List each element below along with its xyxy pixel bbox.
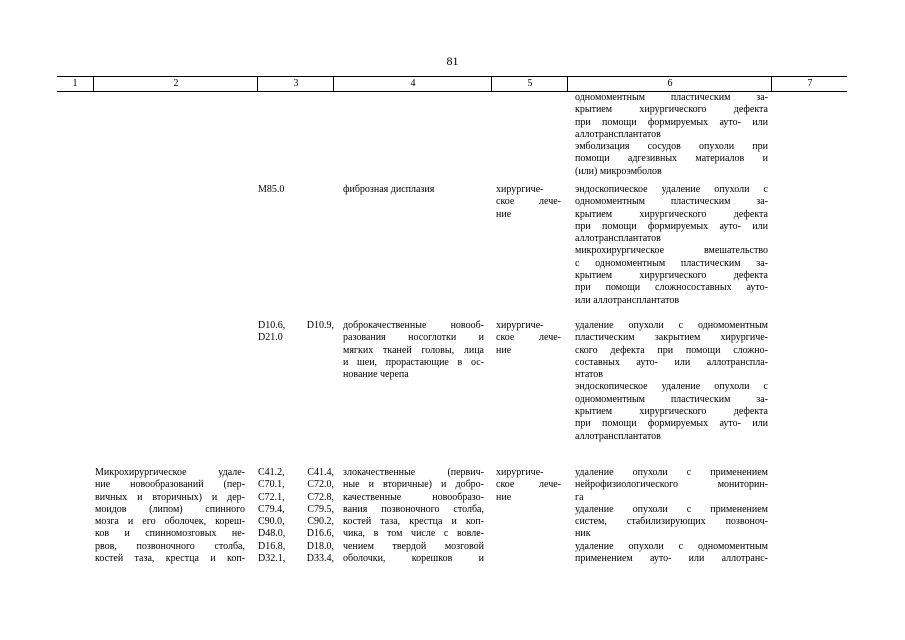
text-line: пластическим закрытием хирургиче- bbox=[575, 332, 768, 344]
text-line: хирургиче- bbox=[496, 184, 544, 195]
block4-treatment bbox=[496, 467, 561, 504]
block2-treatment bbox=[496, 184, 561, 221]
text-line: чением твердой мозговой bbox=[343, 540, 484, 552]
text-line: вания позвоночного столба, bbox=[343, 503, 484, 515]
text-line: разования носоглотки и bbox=[343, 332, 484, 344]
text-line: аллотрансплантатов bbox=[575, 128, 661, 140]
text-line: ные и вторичные) и добро- bbox=[343, 479, 484, 491]
text-line: фиброзная дисплазия bbox=[343, 184, 435, 195]
text-line: крытием хирургического дефекта bbox=[575, 270, 768, 282]
text-line: мозга и его оболочек, кореш- bbox=[95, 516, 245, 528]
block4-procedure bbox=[95, 467, 245, 565]
column-header-7: 7 bbox=[771, 77, 848, 91]
text-line: ского дефекта при помощи сложно- bbox=[575, 344, 768, 356]
text-line: C72.1, C72.8, bbox=[258, 491, 334, 503]
block4-diagnosis bbox=[343, 467, 484, 565]
text-line: хирургиче- bbox=[496, 320, 544, 331]
block3-treatment bbox=[496, 320, 561, 357]
text-line: нтатов bbox=[575, 369, 603, 381]
text-line: одномоментным пластическим за- bbox=[575, 196, 768, 208]
text-line: или аллотрансплантатов bbox=[575, 294, 680, 306]
text-line: D48.0, D16.6, bbox=[258, 528, 334, 540]
text-line: оболочки, корешков и bbox=[343, 553, 484, 565]
text-line: крытием хирургического дефекта bbox=[575, 104, 768, 116]
block3-diagnosis bbox=[343, 320, 484, 381]
text-line: нейрофизиологического мониторин- bbox=[575, 479, 768, 491]
text-line: крытием хирургического дефекта bbox=[575, 406, 768, 418]
text-line: составных ауто- или аллотранспла- bbox=[575, 356, 768, 368]
text-line: ние bbox=[496, 208, 512, 220]
text-line: чика, в том числе с вовле- bbox=[343, 528, 484, 540]
text-line: при помощи формируемых ауто- или bbox=[575, 418, 768, 430]
text-line: ское лече- bbox=[496, 479, 561, 491]
text-line: микрохирургическое вмешательство bbox=[575, 245, 768, 257]
column-header-6: 6 bbox=[567, 77, 772, 91]
text-line: мягких тканей головы, лица bbox=[343, 344, 484, 356]
text-line: удаление опухоли с одномоментным bbox=[575, 540, 768, 552]
text-line: ков и спинномозговых не- bbox=[95, 528, 245, 540]
text-line: помощи адгезивных материалов и bbox=[575, 153, 768, 165]
block2-methods bbox=[575, 184, 768, 307]
column-header-2: 2 bbox=[93, 77, 258, 91]
table-header-row bbox=[57, 76, 847, 92]
text-line: C90.0, C90.2, bbox=[258, 516, 334, 528]
text-line: нование черепа bbox=[343, 369, 409, 381]
block3-methods bbox=[575, 320, 768, 443]
text-line: га bbox=[575, 491, 584, 503]
text-line: одномоментным пластическим за- bbox=[575, 393, 768, 405]
text-line: при помощи формируемых ауто- или bbox=[575, 116, 768, 128]
block4-methods bbox=[575, 467, 768, 565]
text-line: ское лече- bbox=[496, 196, 561, 208]
text-line: C41.2, C41.4, bbox=[258, 467, 334, 478]
text-line: ние bbox=[496, 491, 512, 503]
text-line: костей таза, крестца и коп- bbox=[95, 553, 245, 565]
text-line: применением ауто- или аллотранс- bbox=[575, 553, 768, 565]
text-line: Микрохирургическое удале- bbox=[95, 467, 245, 478]
text-line: вичных и вторичных) и дер- bbox=[95, 491, 245, 503]
text-line: ние bbox=[496, 344, 512, 356]
text-line: аллотрансплантатов bbox=[575, 430, 661, 442]
text-line: D32.1, D33.4, bbox=[258, 553, 334, 565]
text-line: удаление опухоли с применением bbox=[575, 467, 768, 478]
text-line: крытием хирургического дефекта bbox=[575, 208, 768, 220]
text-line: D21.0 bbox=[258, 332, 283, 344]
text-line: D16.8, D18.0, bbox=[258, 540, 334, 552]
block4-codes bbox=[258, 467, 334, 565]
text-line: при помощи формируемых ауто- или bbox=[575, 220, 768, 232]
text-line: ник bbox=[575, 528, 591, 540]
block2-codes bbox=[258, 184, 328, 196]
block2-diagnosis bbox=[343, 184, 493, 196]
text-line: ние новообразований (пер- bbox=[95, 479, 245, 491]
column-header-3: 3 bbox=[257, 77, 334, 91]
text-line: C70.1, C72.0, bbox=[258, 479, 334, 491]
text-line: моидов (липом) спинного bbox=[95, 503, 245, 515]
text-line: и шеи, прорастающие в ос- bbox=[343, 356, 484, 368]
text-line: эндоскопическое удаление опухоли с bbox=[575, 381, 768, 393]
text-line: хирургиче- bbox=[496, 467, 544, 478]
page-number: 81 bbox=[446, 54, 459, 68]
text-line: рвов, позвоночного столба, bbox=[95, 540, 245, 552]
column-header-4: 4 bbox=[333, 77, 492, 91]
text-line: с одномоментным пластическим за- bbox=[575, 257, 768, 269]
text-line: эндоскопическое удаление опухоли с bbox=[575, 184, 768, 195]
text-line: костей таза, крестца и коп- bbox=[343, 516, 484, 528]
text-line: C79.4, C79.5, bbox=[258, 503, 334, 515]
text-line: систем, стабилизирующих позвоноч- bbox=[575, 516, 768, 528]
text-line: М85.0 bbox=[258, 184, 285, 195]
text-line: удаление опухоли с одномоментным bbox=[575, 320, 768, 331]
block3-codes bbox=[258, 320, 334, 345]
text-line: злокачественные (первич- bbox=[343, 467, 484, 478]
text-line: одномоментным пластическим за- bbox=[575, 92, 768, 103]
block1-methods bbox=[575, 92, 768, 178]
text-line: D10.6, D10.9, bbox=[258, 320, 334, 331]
text-line: ское лече- bbox=[496, 332, 561, 344]
text-line: аллотрансплантатов bbox=[575, 233, 661, 245]
text-line: при помощи сложносоставных ауто- bbox=[575, 282, 768, 294]
text-line: удаление опухоли с применением bbox=[575, 503, 768, 515]
text-line: качественные новообразо- bbox=[343, 491, 484, 503]
text-line: эмболизация сосудов опухоли при bbox=[575, 141, 768, 153]
column-header-5: 5 bbox=[491, 77, 568, 91]
column-header-1: 1 bbox=[72, 78, 78, 89]
text-line: (или) микроэмболов bbox=[575, 165, 662, 177]
text-line: доброкачественные новооб- bbox=[343, 320, 484, 331]
